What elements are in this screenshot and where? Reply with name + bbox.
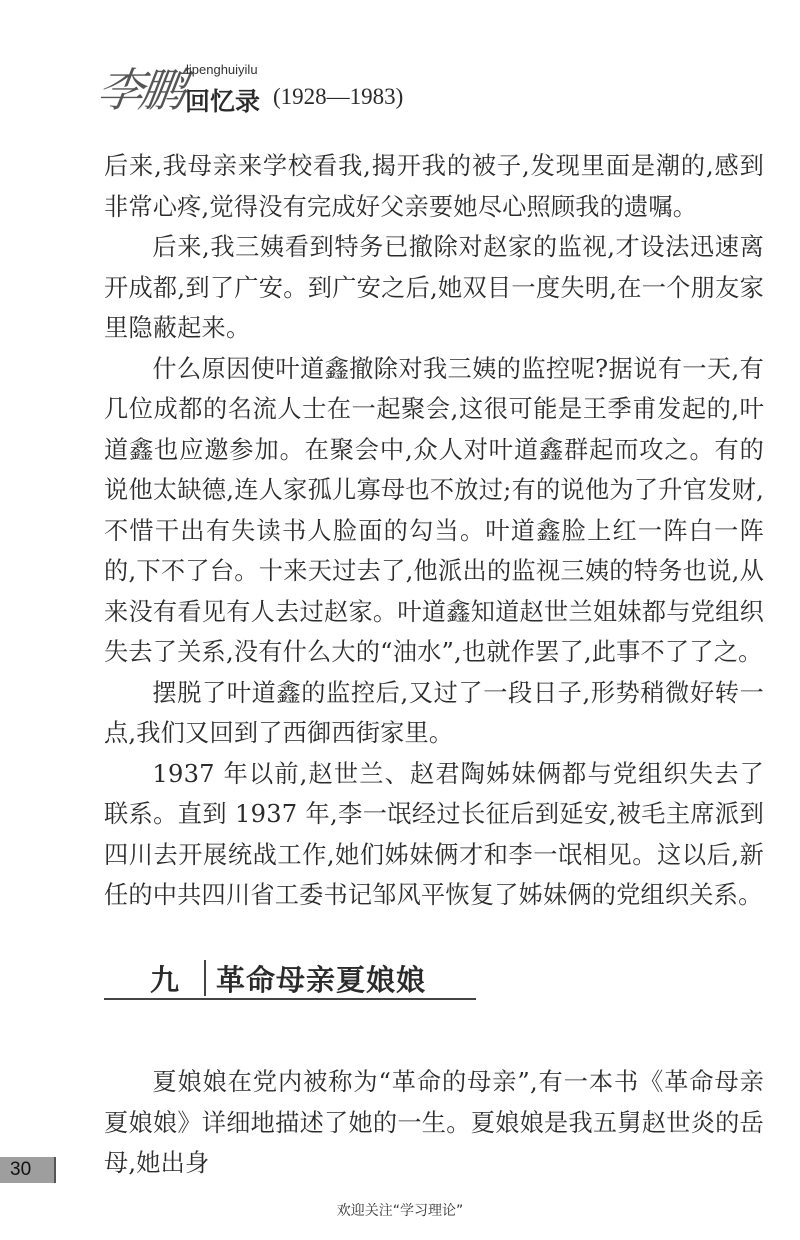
paragraph: 后来,我母亲来学校看我,揭开我的被子,发现里面是潮的,感到非常心疼,觉得没有完成好父亲要她尽心照顾我的遗嘱。 [104, 152, 764, 221]
body-text [104, 146, 764, 916]
header-years: (1928—1983) [273, 84, 404, 109]
page-number-tab [0, 1157, 56, 1183]
section-heading [104, 958, 476, 1002]
running-header [93, 50, 518, 120]
paragraph: 摆脱了叶道鑫的监控后,又过了一段日子,形势稍微好转一点,我们又回到了西御西街家里。 [104, 678, 764, 747]
paragraph: 什么原因使叶道鑫撤除对我三姨的监控呢?据说有一天,有几位成都的名流人士在一起聚会,这很可能是王季甫发起的,叶道鑫也应邀参加。在聚会中,众人对叶道鑫群起而攻之。有的说他太缺德,连人家孤儿寡母也不放过;有的说他为了升官发财,不惜干出有失读书人脸面的勾当。叶道鑫脸上红一阵白一阵的,下不了台。十来天过去了,他派出的监视三姨的特务也说,从来没有看见有人去过赵家。叶道鑫知道赵世兰姐妹都与党组织失去了关系,没有什么大的“油水”,也就作罢了,此事不了了之。 [104, 354, 764, 666]
section-title: 革命母亲夏娘娘 [216, 963, 427, 997]
section-underline [104, 998, 476, 1000]
paragraph: 夏娘娘在党内被称为“革命的母亲”,有一本书《革命母亲夏娘娘》详细地描述了她的一生。夏娘娘是我五舅赵世炎的岳母,她出身 [104, 1068, 764, 1177]
calligraphy-logo: 李鹏 [93, 63, 186, 117]
section-divider [204, 960, 206, 996]
paragraph: 1937 年以前,赵世兰、赵君陶姊妹俩都与党组织失去了联系。直到 1937 年,李一氓经过长征后到延安,被毛主席派到四川去开展统战工作,她们姊妹俩才和李一氓相见。这以后,新任的中共四川省工委书记邹风平恢复了姊妹俩的党组织关系。 [104, 759, 764, 909]
section-body-text [104, 1062, 764, 1184]
header-title: 回忆录 [185, 87, 261, 116]
section-number: 九 [150, 963, 180, 997]
page-number: 30 [10, 1159, 32, 1180]
paragraph: 后来,我三姨看到特务已撤除对赵家的监视,才设法迅速离开成都,到了广安。到广安之后,她双目一度失明,在一个朋友家里隐蔽起来。 [104, 233, 764, 342]
header-pinyin: lipenghuiyilu [186, 62, 258, 77]
footer-note: 欢迎关注“学习理论” [336, 1203, 464, 1219]
